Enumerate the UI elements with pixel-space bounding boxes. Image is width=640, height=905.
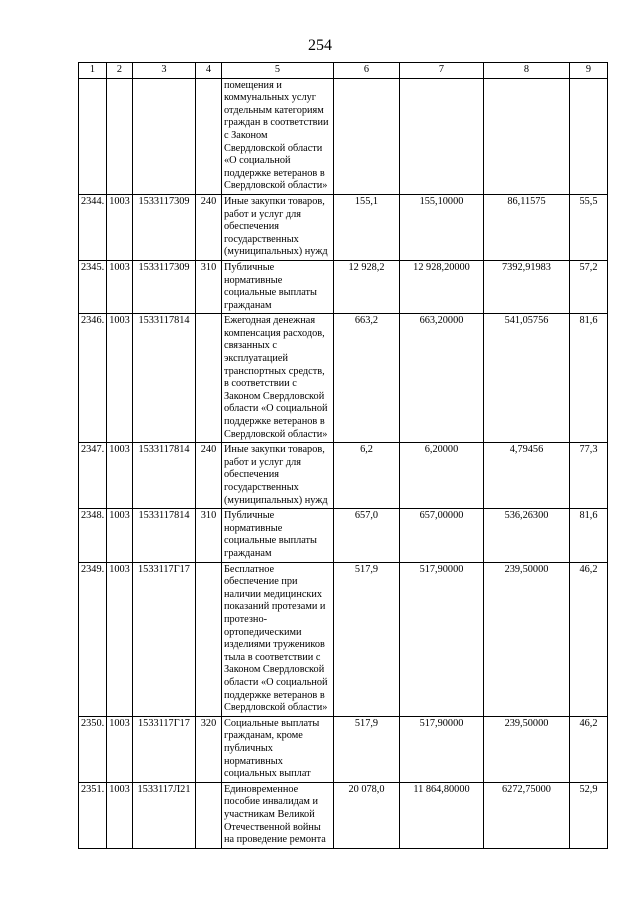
percent-cell: 57,2 — [570, 260, 608, 313]
expense-type-cell — [196, 562, 222, 716]
table-row-continuation — [79, 78, 608, 194]
row-number-cell — [79, 78, 107, 194]
value-col7-cell: 6,20000 — [400, 443, 484, 509]
header-cell: 2 — [107, 63, 133, 79]
header-cell: 5 — [222, 63, 334, 79]
expense-type-cell — [196, 78, 222, 194]
page-number: 254 — [308, 37, 332, 54]
code-cell: 1533117Л21 — [133, 782, 196, 848]
value-col7-cell: 517,90000 — [400, 562, 484, 716]
value-col8-cell: 536,26300 — [484, 509, 570, 562]
section-cell: 1003 — [107, 782, 133, 848]
table-header-row — [79, 63, 608, 79]
table-row — [79, 562, 608, 716]
header-cell: 6 — [334, 63, 400, 79]
header-cell: 1 — [79, 63, 107, 79]
value-col8-cell — [484, 78, 570, 194]
code-cell: 1533117814 — [133, 509, 196, 562]
expense-type-cell: 310 — [196, 509, 222, 562]
section-cell: 1003 — [107, 509, 133, 562]
header-cell: 8 — [484, 63, 570, 79]
code-cell: 1533117814 — [133, 443, 196, 509]
value-col7-cell: 155,10000 — [400, 194, 484, 260]
row-number-cell: 2345. — [79, 260, 107, 313]
value-col8-cell: 541,05756 — [484, 314, 570, 443]
value-col6-cell: 663,2 — [334, 314, 400, 443]
value-col8-cell: 86,11575 — [484, 194, 570, 260]
expense-type-cell — [196, 782, 222, 848]
row-number-cell: 2346. — [79, 314, 107, 443]
name-cell: Социальные выплаты гражданам, кроме публичных нормативных социальных выплат — [222, 716, 334, 782]
percent-cell — [570, 78, 608, 194]
value-col7-cell — [400, 78, 484, 194]
name-cell: Единовременное пособие инвалидам и участникам Великой Отечественной войны на проведение ремонта — [222, 782, 334, 848]
value-col7-cell: 11 864,80000 — [400, 782, 484, 848]
percent-cell: 81,6 — [570, 314, 608, 443]
section-cell: 1003 — [107, 562, 133, 716]
header-cell: 3 — [133, 63, 196, 79]
value-col7-cell: 12 928,20000 — [400, 260, 484, 313]
name-cell: Публичные нормативные социальные выплаты гражданам — [222, 260, 334, 313]
table-row — [79, 194, 608, 260]
value-col8-cell: 4,79456 — [484, 443, 570, 509]
expense-type-cell — [196, 314, 222, 443]
value-col8-cell: 239,50000 — [484, 716, 570, 782]
section-cell: 1003 — [107, 443, 133, 509]
header-cell: 9 — [570, 63, 608, 79]
row-number-cell: 2347. — [79, 443, 107, 509]
value-col7-cell: 663,20000 — [400, 314, 484, 443]
percent-cell: 55,5 — [570, 194, 608, 260]
value-col7-cell: 517,90000 — [400, 716, 484, 782]
table-row — [79, 260, 608, 313]
percent-cell: 52,9 — [570, 782, 608, 848]
header-cell: 7 — [400, 63, 484, 79]
header-cell: 4 — [196, 63, 222, 79]
code-cell: 1533117309 — [133, 260, 196, 313]
name-cell: Иные закупки товаров, работ и услуг для обеспечения государственных (муниципальных) нужд — [222, 443, 334, 509]
value-col6-cell: 6,2 — [334, 443, 400, 509]
name-cell: Бесплатное обеспечение при наличии медицинских показаний протезами и протезно-ортопедическими изделиями тружеников тыла в соответствии с Законом Свердловской области «О социальной поддержке ветеранов в Свердловской области» — [222, 562, 334, 716]
code-cell: 1533117Г17 — [133, 716, 196, 782]
name-cell: помещения и коммунальных услуг отдельным категориям граждан в соответствии с Законом Свердловской области «О социальной поддержке ветеранов в Свердловской области» — [222, 78, 334, 194]
budget-table — [78, 62, 608, 849]
code-cell — [133, 78, 196, 194]
value-col6-cell: 20 078,0 — [334, 782, 400, 848]
expense-type-cell: 320 — [196, 716, 222, 782]
value-col8-cell: 7392,91983 — [484, 260, 570, 313]
value-col6-cell — [334, 78, 400, 194]
section-cell: 1003 — [107, 716, 133, 782]
section-cell: 1003 — [107, 194, 133, 260]
name-cell: Иные закупки товаров, работ и услуг для обеспечения государственных (муниципальных) нужд — [222, 194, 334, 260]
name-cell: Ежегодная денежная компенсация расходов, связанных с эксплуатацией транспортных средств, в соответствии с Законом Свердловской области «О социальной поддержке ветеранов в Свердловской области» — [222, 314, 334, 443]
table-row — [79, 509, 608, 562]
row-number-cell: 2351. — [79, 782, 107, 848]
section-cell: 1003 — [107, 260, 133, 313]
row-number-cell: 2350. — [79, 716, 107, 782]
table-row — [79, 716, 608, 782]
expense-type-cell: 240 — [196, 194, 222, 260]
section-cell: 1003 — [107, 314, 133, 443]
percent-cell: 81,6 — [570, 509, 608, 562]
expense-type-cell: 240 — [196, 443, 222, 509]
value-col8-cell: 6272,75000 — [484, 782, 570, 848]
name-cell: Публичные нормативные социальные выплаты гражданам — [222, 509, 334, 562]
value-col7-cell: 657,00000 — [400, 509, 484, 562]
section-cell — [107, 78, 133, 194]
percent-cell: 77,3 — [570, 443, 608, 509]
code-cell: 1533117309 — [133, 194, 196, 260]
percent-cell: 46,2 — [570, 716, 608, 782]
value-col6-cell: 657,0 — [334, 509, 400, 562]
row-number-cell: 2348. — [79, 509, 107, 562]
value-col6-cell: 155,1 — [334, 194, 400, 260]
value-col8-cell: 239,50000 — [484, 562, 570, 716]
row-number-cell: 2349. — [79, 562, 107, 716]
table-row — [79, 782, 608, 848]
code-cell: 1533117814 — [133, 314, 196, 443]
value-col6-cell: 12 928,2 — [334, 260, 400, 313]
row-number-cell: 2344. — [79, 194, 107, 260]
percent-cell: 46,2 — [570, 562, 608, 716]
expense-type-cell: 310 — [196, 260, 222, 313]
value-col6-cell: 517,9 — [334, 716, 400, 782]
value-col6-cell: 517,9 — [334, 562, 400, 716]
table-row — [79, 443, 608, 509]
code-cell: 1533117Г17 — [133, 562, 196, 716]
table-row — [79, 314, 608, 443]
